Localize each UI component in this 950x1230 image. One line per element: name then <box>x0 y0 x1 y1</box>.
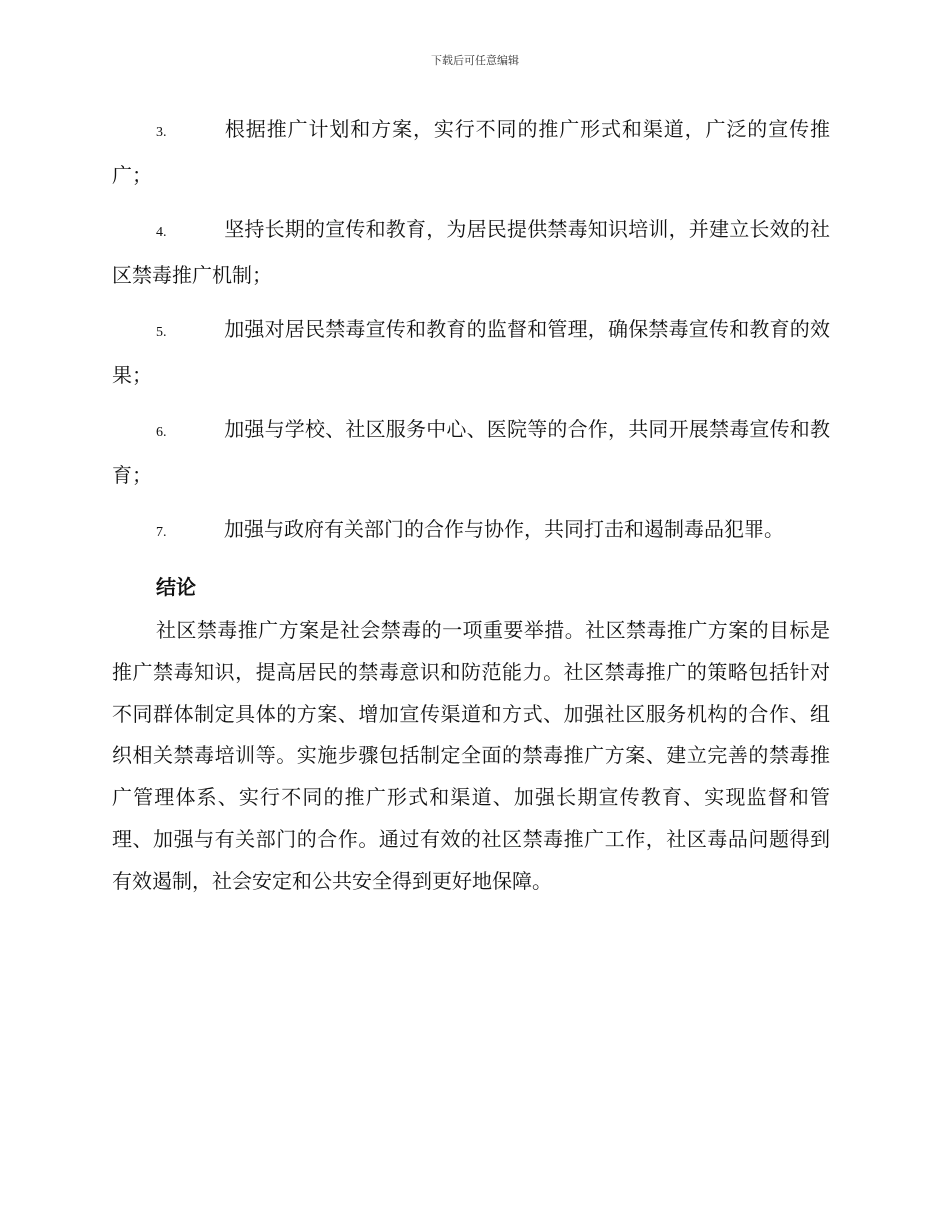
list-item-text: 加强与学校、社区服务中心、医院等的合作，共同开展禁毒宣传和教育； <box>112 417 830 487</box>
conclusion-paragraph: 社区禁毒推广方案是社会禁毒的一项重要举措。社区禁毒推广方案的目标是推广禁毒知识，提高居民的禁毒意识和防范能力。社区禁毒推广的策略包括针对不同群体制定具体的方案、增加宣传渠道和方式、加强社区服务机构的合作、组织相关禁毒培训等。实施步骤包括制定全面的禁毒推广方案、建立完善的禁毒推广管理体系、实行不同的推广形式和渠道、加强长期宣传教育、实现监督和管理、加强与有关部门的合作。通过有效的社区禁毒推广工作，社区毒品问题得到有效遏制，社会安定和公共安全得到更好地保障。 <box>112 618 830 893</box>
list-item-number: 6. <box>156 425 167 440</box>
list-item <box>112 408 830 496</box>
list-item-text: 根据推广计划和方案，实行不同的推广形式和渠道，广泛的宣传推广； <box>112 117 830 187</box>
document-body <box>112 108 830 903</box>
list-item <box>112 308 830 396</box>
list-item-number: 4. <box>156 225 167 240</box>
list-item-number: 5. <box>156 325 167 340</box>
list-item-number: 7. <box>156 525 167 540</box>
conclusion-heading: 结论 <box>156 575 196 599</box>
list-item <box>112 208 830 296</box>
list-item <box>112 508 830 554</box>
list-item-text: 加强对居民禁毒宣传和教育的监督和管理，确保禁毒宣传和教育的效果； <box>112 317 830 387</box>
list-item-number: 3. <box>156 125 167 140</box>
list-item-text: 坚持长期的宣传和教育，为居民提供禁毒知识培训，并建立长效的社区禁毒推广机制； <box>112 217 830 287</box>
list-item-text: 加强与政府有关部门的合作与协作，共同打击和遏制毒品犯罪。 <box>224 517 784 541</box>
list-item <box>112 108 830 196</box>
header-note: 下载后可任意编辑 <box>431 54 519 67</box>
